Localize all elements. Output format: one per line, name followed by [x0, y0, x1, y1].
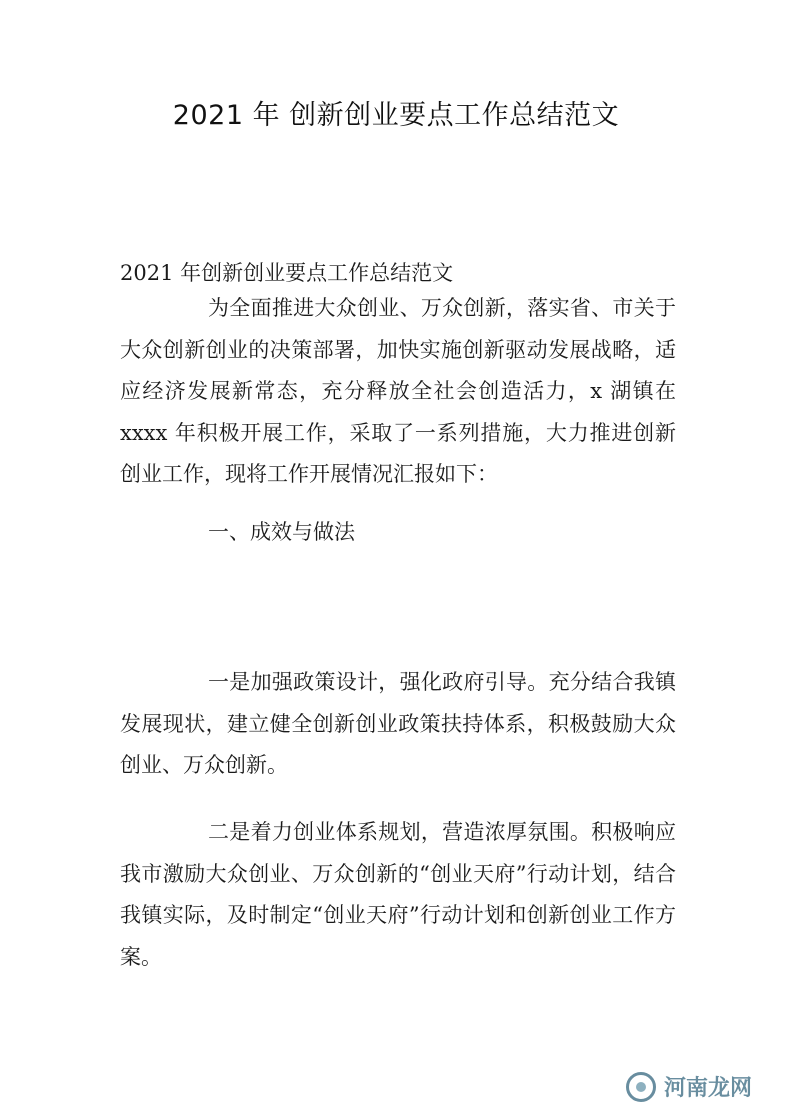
site-watermark: [626, 1071, 752, 1102]
logo-circle-icon: [626, 1072, 656, 1102]
point-one-paragraph: 一是加强政策设计，强化政府引导。充分结合我镇发展现状，建立健全创新创业政策扶持体系，积极鼓励大众创业、万众创新。: [120, 670, 676, 777]
document-title: 2021 年 创新创业要点工作总结范文: [172, 100, 620, 131]
document-subtitle: 2021 年创新创业要点工作总结范文: [120, 261, 454, 285]
section-heading: 一、成效与做法: [208, 520, 355, 544]
point-two-paragraph: 二是着力创业体系规划，营造浓厚氛围。积极响应我市激励大众创业、万众创新的“创业天府”行动计划，结合我镇实际，及时制定“创业天府”行动计划和创新创业工作方案。: [120, 820, 676, 969]
watermark-text: 河南龙网: [663, 1076, 752, 1101]
intro-paragraph: 为全面推进大众创业、万众创新，落实省、市关于大众创新创业的决策部署，加快实施创新驱动发展战略，适应经济发展新常态，充分释放全社会创造活力，x 湖镇在 xxxx 年积极开展工作，采取了一系列措施，大力推进创新创业工作，现将工作开展情况汇报如下：: [120, 296, 676, 486]
